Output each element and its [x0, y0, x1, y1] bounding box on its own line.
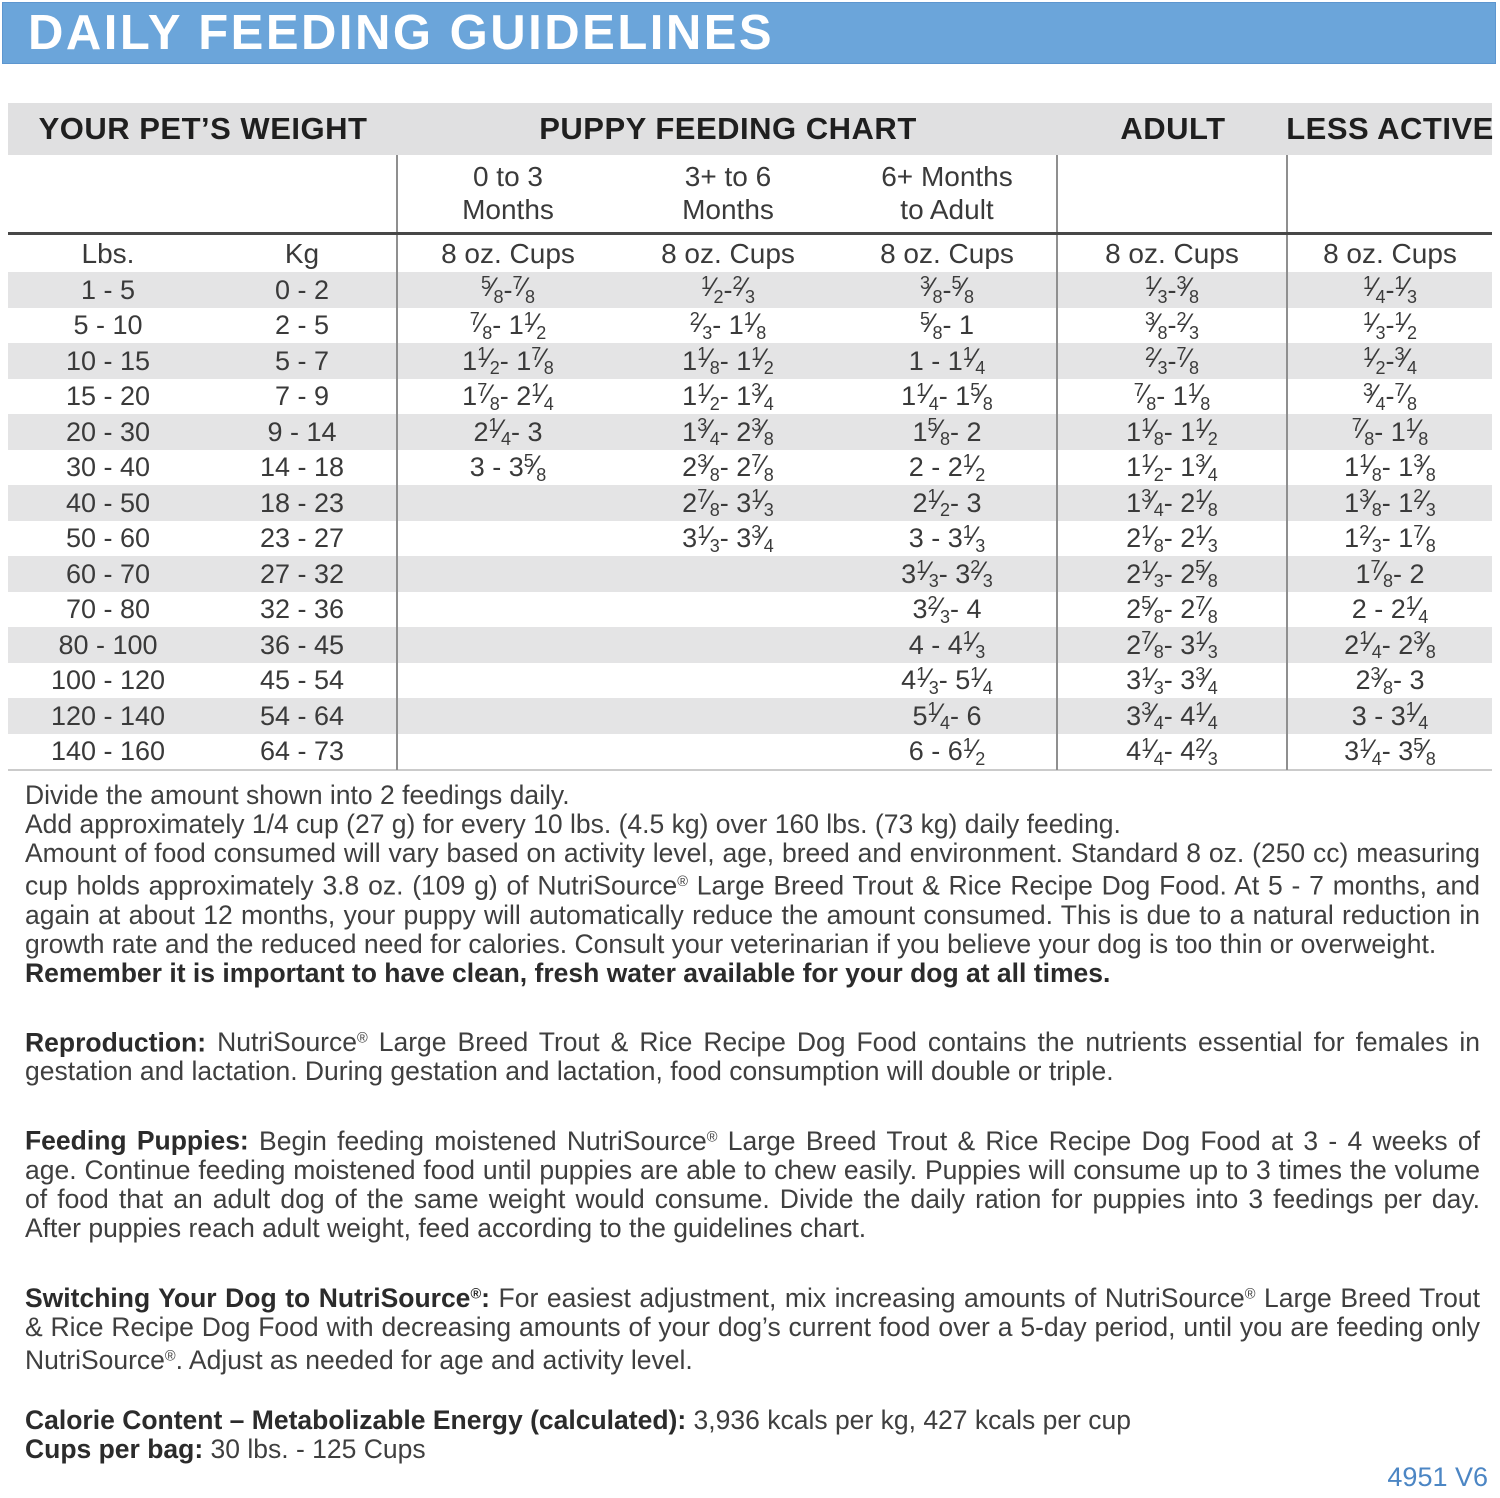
subheader-6-months-to-adult: 6+ Months to Adult [838, 155, 1058, 232]
table-row [8, 450, 1492, 486]
cell-m6-adult: 3 $^1⁄_3$ - 3 $^2⁄_3$ [838, 556, 1058, 592]
cell-kg: 64 - 73 [208, 734, 398, 770]
cell-m6-adult: 1 - 1 $^1⁄_4$ [838, 343, 1058, 379]
cell-lbs: 140 - 160 [50, 736, 166, 766]
cell-m0-3 [398, 698, 618, 734]
footer-version-code: 4951 V6 [1387, 1462, 1488, 1492]
cell-m0-3 [398, 485, 618, 521]
title-bar [2, 2, 1496, 64]
table-group-header-row [8, 103, 1492, 155]
table-row [8, 272, 1492, 308]
table-row [8, 734, 1492, 770]
table-row [8, 521, 1492, 557]
cell-less-active: 3 - 3 $^1⁄_4$ [1351, 698, 1429, 733]
cell-lbs: 40 - 50 [65, 487, 151, 518]
cell-lbs: 120 - 140 [50, 700, 166, 731]
cell-adult: $^1⁄_3$ - $^3⁄_8$ [1058, 272, 1288, 308]
cell-lbs: 60 - 70 [65, 558, 151, 589]
cell-kg: 2 - 5 [208, 308, 398, 344]
cell-lbs: 10 - 15 [65, 345, 151, 376]
header-less-active: LESS ACTIVE [1286, 111, 1494, 146]
section-switching-text: For easiest adjustment, mix increasing amounts of NutriSource® Large Breed Trout & Rice Recipe Dog Food with decreasing amounts of your dog’s current food over a 5-day period, until you are feeding only NutriSource®. Adjust as needed for age and activity level. [25, 1282, 1480, 1375]
unit-cups-less-active: 8 oz. Cups [1323, 237, 1457, 269]
page-title: DAILY FEEDING GUIDELINES [28, 6, 775, 60]
header-your-pets-weight: YOUR PET’S WEIGHT [38, 111, 368, 146]
cell-adult: 1 $^1⁄_2$ - 1 $^3⁄_4$ [1058, 450, 1288, 486]
cell-adult: 3 $^1⁄_3$ - 3 $^3⁄_4$ [1058, 663, 1288, 699]
cell-kg: 54 - 64 [208, 698, 398, 734]
cell-m6-adult: 5 $^1⁄_4$ - 6 [838, 698, 1058, 734]
cell-lbs: 5 - 10 [73, 310, 143, 340]
section-feeding-puppies-text: Begin feeding moistened NutriSource® Large Breed Trout & Rice Recipe Dog Food at 3 - 4 weeks of age. Continue feeding moistened food until puppies are able to chew easily. Puppies will consume up to 3 times the volume of food that an adult dog of the same weight would consume. Divide the daily ration for puppies into 3 feedings per day. After puppies reach adult weight, feed according to the guidelines chart. [25, 1126, 1480, 1244]
cell-m3-6: 1 $^1⁄_8$ - 1 $^1⁄_2$ [682, 343, 774, 378]
cell-kg: 0 - 2 [208, 272, 398, 308]
cups-per-bag-lead: Cups per bag: [25, 1433, 204, 1464]
section-switching [25, 1280, 1480, 1374]
cell-less-active: 3 $^1⁄_4$ - 3 $^5⁄_8$ [1344, 733, 1436, 769]
cell-m6-adult: 6 - 6 $^1⁄_2$ [838, 734, 1058, 770]
table-row [8, 698, 1492, 734]
cell-m0-3: 1 $^7⁄_8$ - 2 $^1⁄_4$ [462, 378, 554, 414]
cell-m6-adult: 2 - 2 $^1⁄_2$ [838, 450, 1058, 486]
cell-m3-6 [618, 734, 838, 770]
cell-m3-6 [618, 592, 838, 628]
cell-m0-3: $^5⁄_8$ - $^7⁄_8$ [480, 272, 536, 307]
cell-less-active: 2 $^1⁄_4$ - 2 $^3⁄_8$ [1344, 627, 1436, 662]
cell-m3-6: $^2⁄_3$ - 1 $^1⁄_8$ [689, 307, 767, 343]
cell-m6-adult: 3 $^2⁄_3$ - 4 [838, 592, 1058, 628]
cell-kg: 36 - 45 [208, 627, 398, 663]
table-row [8, 379, 1492, 415]
cell-kg: 27 - 32 [208, 556, 398, 592]
cell-less-active: $^1⁄_3$ - $^1⁄_2$ [1362, 307, 1418, 343]
unit-cups-adult: 8 oz. Cups [1058, 235, 1288, 272]
cell-lbs: 30 - 40 [65, 452, 151, 482]
cell-m3-6: $^1⁄_2$ - $^2⁄_3$ [700, 272, 756, 307]
cups-per-bag-line [25, 1435, 1480, 1464]
header-adult: ADULT [1120, 111, 1226, 146]
cell-adult: 2 $^7⁄_8$ - 3 $^1⁄_3$ [1058, 627, 1288, 663]
unit-cups-3-6: 8 oz. Cups [661, 237, 795, 269]
cell-m3-6: 1 $^3⁄_4$ - 2 $^3⁄_8$ [682, 414, 774, 449]
unit-kg: Kg [208, 235, 398, 272]
cell-m3-6 [618, 627, 838, 663]
cell-m3-6: 2 $^7⁄_8$ - 3 $^1⁄_3$ [682, 485, 774, 520]
cell-m0-3 [398, 627, 618, 663]
feeding-guidelines-table [8, 103, 1492, 771]
section-reproduction-lead: Reproduction: [25, 1027, 207, 1058]
cell-less-active: $^3⁄_4$ - $^7⁄_8$ [1362, 378, 1418, 414]
cell-adult: 2 $^5⁄_8$ - 2 $^7⁄_8$ [1058, 592, 1288, 628]
cell-less-active: $^7⁄_8$ - 1 $^1⁄_8$ [1351, 414, 1429, 449]
section-reproduction [25, 1025, 1480, 1087]
table-row [8, 485, 1492, 521]
cell-m6-adult: $^3⁄_8$ - $^5⁄_8$ [838, 272, 1058, 308]
cell-less-active: $^1⁄_2$ - $^3⁄_4$ [1362, 343, 1418, 378]
note-fresh-water: Remember it is important to have clean, fresh water available for your dog at all times. [25, 957, 1111, 988]
unit-cups-0-3: 8 oz. Cups [441, 237, 575, 269]
cell-adult: 2 $^1⁄_3$ - 2 $^5⁄_8$ [1058, 556, 1288, 592]
cell-less-active: 1 $^3⁄_8$ - 1 $^2⁄_3$ [1344, 485, 1436, 520]
cell-kg: 9 - 14 [208, 414, 398, 450]
unit-cups-6-adult: 8 oz. Cups [838, 235, 1058, 272]
cell-m6-adult: 1 $^5⁄_8$ - 2 [838, 414, 1058, 450]
calorie-content-line [25, 1406, 1480, 1435]
cell-lbs: 20 - 30 [65, 416, 151, 447]
note-add-quarter-cup: Add approximately 1/4 cup (27 g) for every 10 lbs. (4.5 kg) over 160 lbs. (73 kg) daily feeding. [25, 809, 1121, 839]
section-switching-lead: Switching Your Dog to NutriSource®: [25, 1282, 490, 1313]
subheader-3-to-6-months: 3+ to 6 Months [682, 161, 774, 225]
cell-lbs: 1 - 5 [80, 274, 136, 305]
cell-less-active: 1 $^1⁄_8$ - 1 $^3⁄_8$ [1344, 449, 1436, 485]
cell-less-active: 2 $^3⁄_8$ - 3 [1355, 662, 1425, 698]
cell-adult: 3 $^3⁄_4$ - 4 $^1⁄_4$ [1058, 698, 1288, 734]
cell-m6-adult: 3 - 3 $^1⁄_3$ [838, 521, 1058, 557]
cell-m0-3 [398, 663, 618, 699]
cell-less-active: 2 - 2 $^1⁄_4$ [1351, 591, 1429, 627]
cell-adult: $^3⁄_8$ - $^2⁄_3$ [1058, 308, 1288, 344]
cell-m6-adult: 4 - 4 $^1⁄_3$ [838, 627, 1058, 663]
calorie-content-value: 3,936 kcals per kg, 427 kcals per cup [693, 1404, 1132, 1435]
cell-m0-3: 3 - 3 $^5⁄_8$ [469, 449, 547, 485]
cell-kg: 32 - 36 [208, 592, 398, 628]
cell-m0-3 [398, 556, 618, 592]
note-feedings-daily: Divide the amount shown into 2 feedings daily. [25, 780, 570, 810]
cell-adult: $^7⁄_8$ - 1 $^1⁄_8$ [1058, 379, 1288, 415]
section-feeding-puppies-lead: Feeding Puppies: [25, 1126, 249, 1157]
cell-m6-adult: 1 $^1⁄_4$ - 1 $^5⁄_8$ [838, 379, 1058, 415]
cell-m0-3 [398, 521, 618, 557]
cell-m0-3: $^7⁄_8$ - 1 $^1⁄_2$ [469, 307, 547, 343]
cell-m6-adult: 2 $^1⁄_2$ - 3 [838, 485, 1058, 521]
cell-lbs: 80 - 100 [58, 629, 158, 660]
cell-m6-adult: $^5⁄_8$ - 1 [838, 308, 1058, 344]
cell-kg: 23 - 27 [208, 521, 398, 557]
cell-adult: 4 $^1⁄_4$ - 4 $^2⁄_3$ [1058, 734, 1288, 770]
table-row [8, 414, 1492, 450]
cell-adult: 1 $^3⁄_4$ - 2 $^1⁄_8$ [1058, 485, 1288, 521]
cell-lbs: 15 - 20 [65, 381, 151, 411]
cell-less-active: 1 $^7⁄_8$ - 2 [1355, 556, 1425, 591]
cell-m3-6 [618, 663, 838, 699]
cell-less-active: $^1⁄_4$ - $^1⁄_3$ [1362, 272, 1418, 307]
section-feeding-puppies [25, 1123, 1480, 1243]
table-row [8, 343, 1492, 379]
cell-adult: 2 $^1⁄_8$ - 2 $^1⁄_3$ [1058, 521, 1288, 557]
cell-lbs: 100 - 120 [50, 665, 166, 695]
section-reproduction-text: NutriSource® Large Breed Trout & Rice Recipe Dog Food contains the nutrients essential for females in gestation and lactation. During gestation and lactation, food consumption will double or triple. [25, 1027, 1480, 1087]
cell-lbs: 70 - 80 [65, 594, 151, 624]
table-row [8, 308, 1492, 344]
note-amount-varies: Amount of food consumed will vary based on activity level, age, breed and environment. Standard 8 oz. (250 cc) measuring cup holds approximately 3.8 oz. (109 g) of NutriSource® Large Breed Trout & Rice Recipe Dog Food. At 5 - 7 months, and again at about 12 months, your puppy will automatically reduce the amount consumed. This is due to a natural reduction in growth rate and the reduced need for calories. Consult your veterinarian if you believe your dog is too thin or overweight. [25, 838, 1480, 959]
cell-m3-6: 3 $^1⁄_3$ - 3 $^3⁄_4$ [682, 520, 774, 556]
cell-kg: 7 - 9 [208, 379, 398, 415]
table-row [8, 592, 1492, 628]
feeding-table-body [8, 272, 1492, 771]
table-row [8, 627, 1492, 663]
cell-kg: 5 - 7 [208, 343, 398, 379]
header-puppy-feeding-chart: PUPPY FEEDING CHART [539, 111, 917, 146]
table-units-row [8, 235, 1492, 272]
cups-per-bag-value: 30 lbs. - 125 Cups [210, 1433, 426, 1464]
cell-m0-3: 2 $^1⁄_4$ - 3 [473, 414, 543, 449]
cell-kg: 14 - 18 [208, 450, 398, 486]
cell-kg: 45 - 54 [208, 663, 398, 699]
cell-kg: 18 - 23 [208, 485, 398, 521]
cell-m0-3 [398, 734, 618, 770]
cell-adult: 1 $^1⁄_8$ - 1 $^1⁄_2$ [1058, 414, 1288, 450]
calorie-content-lead: Calorie Content – Metabolizable Energy (calculated): [25, 1404, 687, 1435]
table-subheader-row [8, 155, 1492, 235]
notes-block [25, 781, 1480, 1464]
cell-less-active: 1 $^2⁄_3$ - 1 $^7⁄_8$ [1344, 520, 1436, 556]
table-row [8, 663, 1492, 699]
cell-lbs: 50 - 60 [65, 523, 151, 553]
subheader-0-to-3-months: 0 to 3 Months [462, 161, 554, 225]
cell-m0-3 [398, 592, 618, 628]
cell-adult: $^2⁄_3$ - $^7⁄_8$ [1058, 343, 1288, 379]
cell-m3-6: 2 $^3⁄_8$ - 2 $^7⁄_8$ [682, 449, 774, 485]
cell-m0-3: 1 $^1⁄_2$ - 1 $^7⁄_8$ [462, 343, 554, 378]
cell-m3-6 [618, 556, 838, 592]
cell-m3-6 [618, 698, 838, 734]
cell-m6-adult: 4 $^1⁄_3$ - 5 $^1⁄_4$ [838, 663, 1058, 699]
unit-lbs: Lbs. [81, 237, 135, 269]
table-row [8, 556, 1492, 592]
cell-m3-6: 1 $^1⁄_2$ - 1 $^3⁄_4$ [682, 378, 774, 414]
